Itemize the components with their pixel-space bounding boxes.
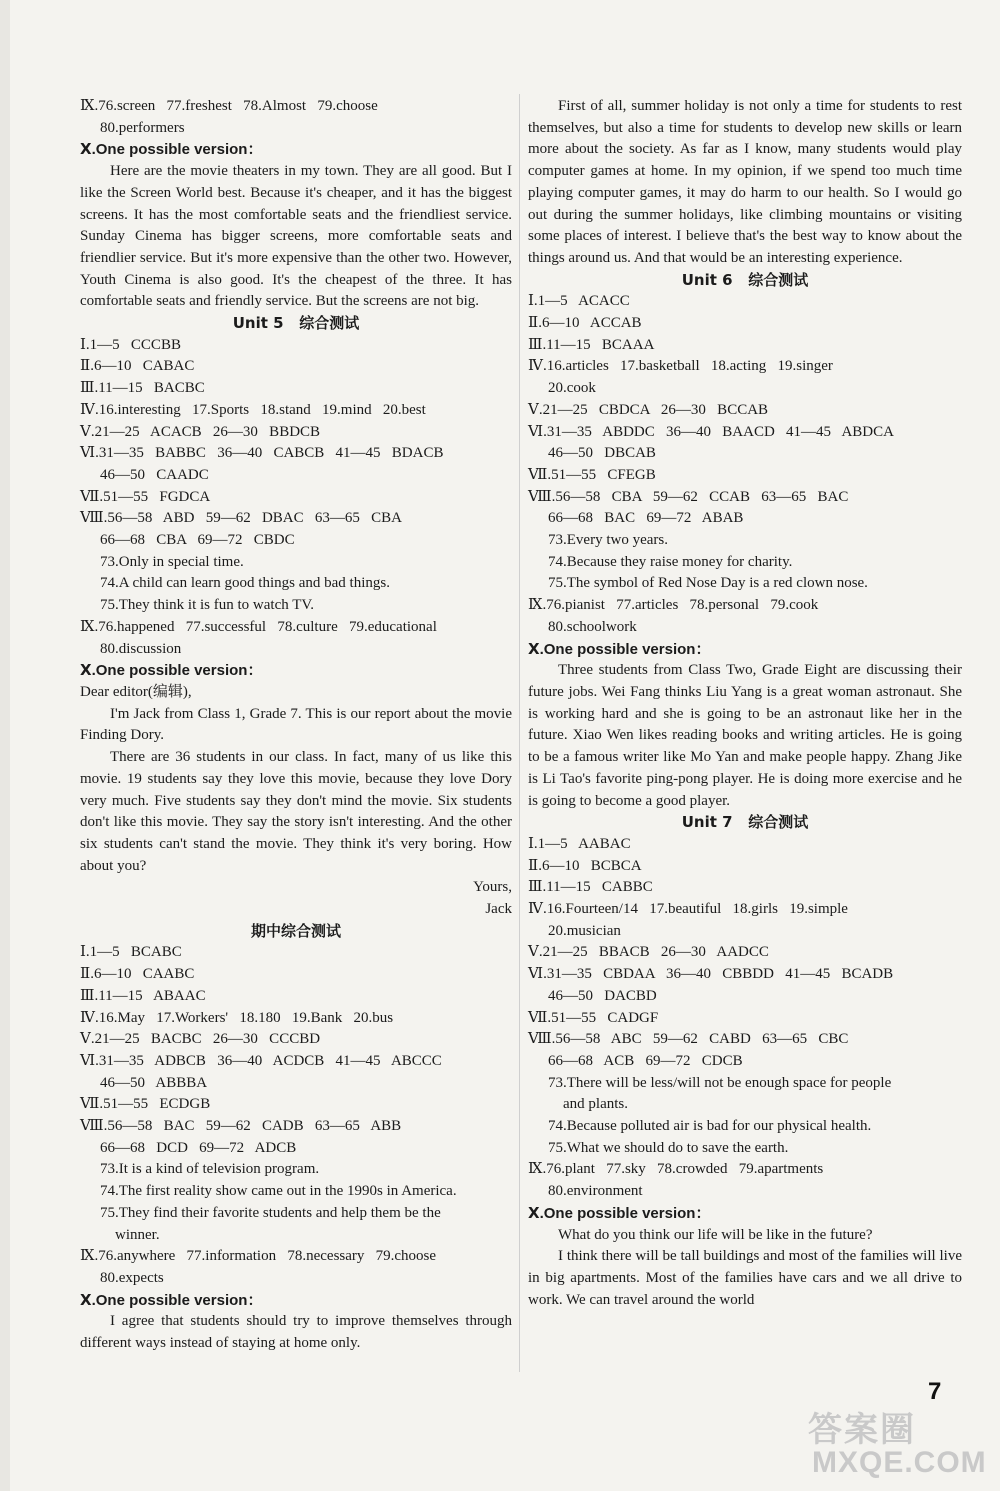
right-column: [528, 96, 962, 1311]
essay-paragraph: Three students from Class Two, Grade Eight are discussing their future jobs. Wei Fang thinks Liu Yang is a great woman astronaut. She is working hard and she is going to be an astronaut like her in the future. Xiao Wen likes reading books and writing articles. He is going to be a famous writer like Mo Yan and make people happy. Zhang Jike is Li Tao's favorite ping-pong player. He is doing more exercise and he is going to become a good player.: [528, 662, 962, 809]
answer-line: Ⅰ.1—5 ACACC: [528, 293, 630, 310]
answer-line: Ⅲ.11—15 CABBC: [528, 879, 653, 896]
answer-subline: 73.Only in special time.: [100, 553, 244, 570]
answer-line: Ⅲ.11—15 BACBC: [80, 380, 205, 397]
answer-line: Ⅶ.51—55 CFEGB: [528, 466, 656, 483]
answer-subline: 46—50 CAADC: [100, 466, 209, 483]
answer-line: Ⅴ.21—25 BACBC 26—30 CCCBD: [80, 1031, 321, 1048]
answer-line: Ⅸ.76.pianist 77.articles 78.personal 79.cook: [528, 597, 819, 614]
answer-line: Ⅸ.76.plant 77.sky 78.crowded 79.apartments: [528, 1161, 824, 1178]
watermark-url: MXQE.COM: [812, 1446, 987, 1479]
answer-line: Ⅱ.6—10 CABAC: [80, 358, 195, 375]
answer-line: Ⅷ.56—58 BAC 59—62 CADB 63—65 ABB: [80, 1118, 402, 1135]
answer-line: Ⅷ.56—58 CBA 59—62 CCAB 63—65 BAC: [528, 488, 849, 505]
unit-title: Unit 6 综合测试: [681, 270, 809, 289]
section-heading: Ⅹ.One possible version：: [80, 141, 263, 159]
letter-signoff: Jack: [485, 901, 512, 918]
page-number: 7: [928, 1378, 942, 1405]
answer-line: Ⅳ.16.May 17.Workers' 18.180 19.Bank 20.bus: [80, 1009, 394, 1026]
left-column: [80, 96, 512, 1355]
essay-paragraph: What do you think our life will be like in the future?: [558, 1226, 873, 1243]
answer-subline: 66—68 ACB 69—72 CDCB: [548, 1052, 743, 1069]
answer-line: Ⅶ.51—55 CADGF: [528, 1009, 659, 1026]
answer-subline: 75.What we should do to save the earth.: [548, 1139, 789, 1156]
answer-subline: 80.environment: [548, 1183, 643, 1200]
essay-paragraph: I'm Jack from Class 1, Grade 7. This is our report about the movie Finding Dory.: [80, 705, 512, 744]
letter-signoff: Yours,: [473, 879, 512, 896]
answer-subline: 74.The first reality show came out in the 1990s in America.: [100, 1183, 457, 1200]
unit-title: 期中综合测试: [250, 921, 341, 940]
answer-subline: and plants.: [548, 1096, 628, 1113]
answer-line: Ⅵ.31—35 BABBC 36—40 CABCB 41—45 BDACB: [80, 445, 444, 462]
answer-subline: 46—50 ABBBA: [100, 1074, 208, 1091]
answer-subline: 74.A child can learn good things and bad things.: [100, 575, 390, 592]
answer-line: Ⅶ.51—55 FGDCA: [80, 488, 211, 505]
watermark-top-text: 答案圈: [808, 1411, 916, 1449]
answer-subline: 74.Because polluted air is bad for our physical health.: [548, 1118, 872, 1135]
answer-line: Ⅳ.16.interesting 17.Sports 18.stand 19.mind 20.best: [80, 401, 426, 418]
section-heading: Ⅹ.One possible version：: [80, 662, 263, 680]
answer-subline: 74.Because they raise money for charity.: [548, 553, 793, 570]
essay-paragraph: I agree that students should try to improve themselves through different ways instead of staying at home only.: [80, 1313, 512, 1352]
answer-subline: 75.They think it is fun to watch TV.: [100, 597, 315, 614]
essay-paragraph: Here are the movie theaters in my town. They are all good. But I like the Screen World best. Because it's cheaper, and it has the biggest screens. It has the most comfortable seats and the friendliest service. Sunday Cinema has bigger screens, more comfortable seats and friendlier service. But it's more expensive than the other two. However, Youth Cinema is also good. It's the cheapest of the three. It has comfortable seats and friendly service. But the screens are not big.: [80, 163, 512, 310]
answer-subline: 20.musician: [548, 922, 621, 939]
answer-line: Dear editor(编辑),: [80, 683, 192, 700]
unit-title: Unit 5 综合测试: [232, 314, 360, 333]
answer-line: Ⅴ.21—25 BBACB 26—30 AADCC: [528, 944, 769, 961]
answer-line: Ⅴ.21—25 CBDCA 26—30 BCCAB: [528, 401, 769, 418]
answer-subline: 73.Every two years.: [548, 532, 668, 549]
answer-line: Ⅳ.16.articles 17.basketball 18.acting 19.singer: [528, 358, 833, 375]
answer-line: Ⅸ.76.screen 77.freshest 78.Almost 79.choose: [80, 98, 378, 114]
answer-subline: 66—68 DCD 69—72 ADCB: [100, 1139, 297, 1156]
section-heading: Ⅹ.One possible version：: [528, 1204, 711, 1222]
answer-line: Ⅶ.51—55 ECDGB: [80, 1096, 211, 1113]
answer-line: Ⅴ.21—25 ACACB 26—30 BBDCB: [80, 423, 321, 440]
answer-line: Ⅵ.31—35 ADBCB 36—40 ACDCB 41—45 ABCCC: [80, 1052, 442, 1069]
answer-line: Ⅱ.6—10 CAABC: [80, 966, 195, 983]
answer-subline: 20.cook: [548, 380, 596, 397]
answer-subline: 80.expects: [100, 1269, 164, 1286]
section-heading: Ⅹ.One possible version：: [80, 1291, 263, 1309]
answer-subline: 80.discussion: [100, 640, 182, 657]
answer-subline: 73.It is a kind of television program.: [100, 1161, 320, 1178]
answer-subline: winner.: [100, 1226, 160, 1243]
answer-subline: 80.schoolwork: [548, 618, 637, 635]
answer-line: Ⅲ.11—15 BCAAA: [528, 336, 655, 353]
answer-line: Ⅷ.56—58 ABD 59—62 DBAC 63—65 CBA: [80, 510, 402, 527]
essay-paragraph: I think there will be tall buildings and most of the families will live in big apartments. Most of the families have cars and we all drive to work. We can travel around the world: [528, 1248, 962, 1308]
answer-line: Ⅳ.16.Fourteen/14 17.beautiful 18.girls 19.simple: [528, 901, 848, 918]
answer-subline: 46—50 DBCAB: [548, 445, 656, 462]
answer-subline: 66—68 CBA 69—72 CBDC: [100, 532, 295, 549]
answer-line: Ⅸ.76.anywhere 77.information 78.necessary 79.choose: [80, 1248, 437, 1265]
column-divider: [519, 94, 520, 1372]
essay-paragraph: First of all, summer holiday is not only a time for students to rest themselves, but also a time for students to develop new skills or learn more about the society. As far as I know, many students would play computer games at home. In my opinion, if we spend too much time playing computer games, it may do harm to our health. So I would go out during the summer holidays, like climbing mountains or visiting some places of interest. I believe that's the best way to know about the things around us. And that would be an interesting experience.: [528, 98, 962, 266]
answer-line: Ⅵ.31—35 ABDDC 36—40 BAACD 41—45 ABDCA: [528, 423, 894, 440]
answer-subline: 73.There will be less/will not be enough space for people: [548, 1074, 892, 1091]
page-edge-shadow: [0, 0, 10, 1491]
answer-line: Ⅱ.6—10 ACCAB: [528, 315, 642, 332]
essay-paragraph: There are 36 students in our class. In fact, many of us like this movie. 19 students say they love this movie, because they love Dory very much. Five students say they don't mind the movie. Six students don't like this movie. They say the story isn't interesting. And the other six students can't stand the movie. They think it's very boring. How about you?: [80, 749, 512, 874]
answer-line: Ⅸ.76.happened 77.successful 78.culture 79.educational: [80, 618, 437, 635]
answer-line: Ⅱ.6—10 BCBCA: [528, 857, 642, 874]
watermark-logo: [808, 1402, 998, 1486]
answer-line: Ⅷ.56—58 ABC 59—62 CABD 63—65 CBC: [528, 1031, 849, 1048]
answer-line: Ⅰ.1—5 AABAC: [528, 835, 631, 852]
answer-subline: 75.The symbol of Red Nose Day is a red clown nose.: [548, 575, 868, 592]
answer-subline: 75.They find their favorite students and help them be the: [100, 1204, 441, 1221]
answer-subline: 46—50 DACBD: [548, 987, 657, 1004]
section-heading: Ⅹ.One possible version：: [528, 640, 711, 658]
answer-line: Ⅲ.11—15 ABAAC: [80, 987, 206, 1004]
unit-title: Unit 7 综合测试: [681, 813, 809, 832]
answer-line: Ⅰ.1—5 BCABC: [80, 944, 182, 961]
answer-line: Ⅵ.31—35 CBDAA 36—40 CBBDD 41—45 BCADB: [528, 966, 894, 983]
answer-subline: 66—68 BAC 69—72 ABAB: [548, 510, 744, 527]
answer-subline: 80.performers: [100, 119, 185, 136]
answer-line: Ⅰ.1—5 CCCBB: [80, 336, 181, 353]
